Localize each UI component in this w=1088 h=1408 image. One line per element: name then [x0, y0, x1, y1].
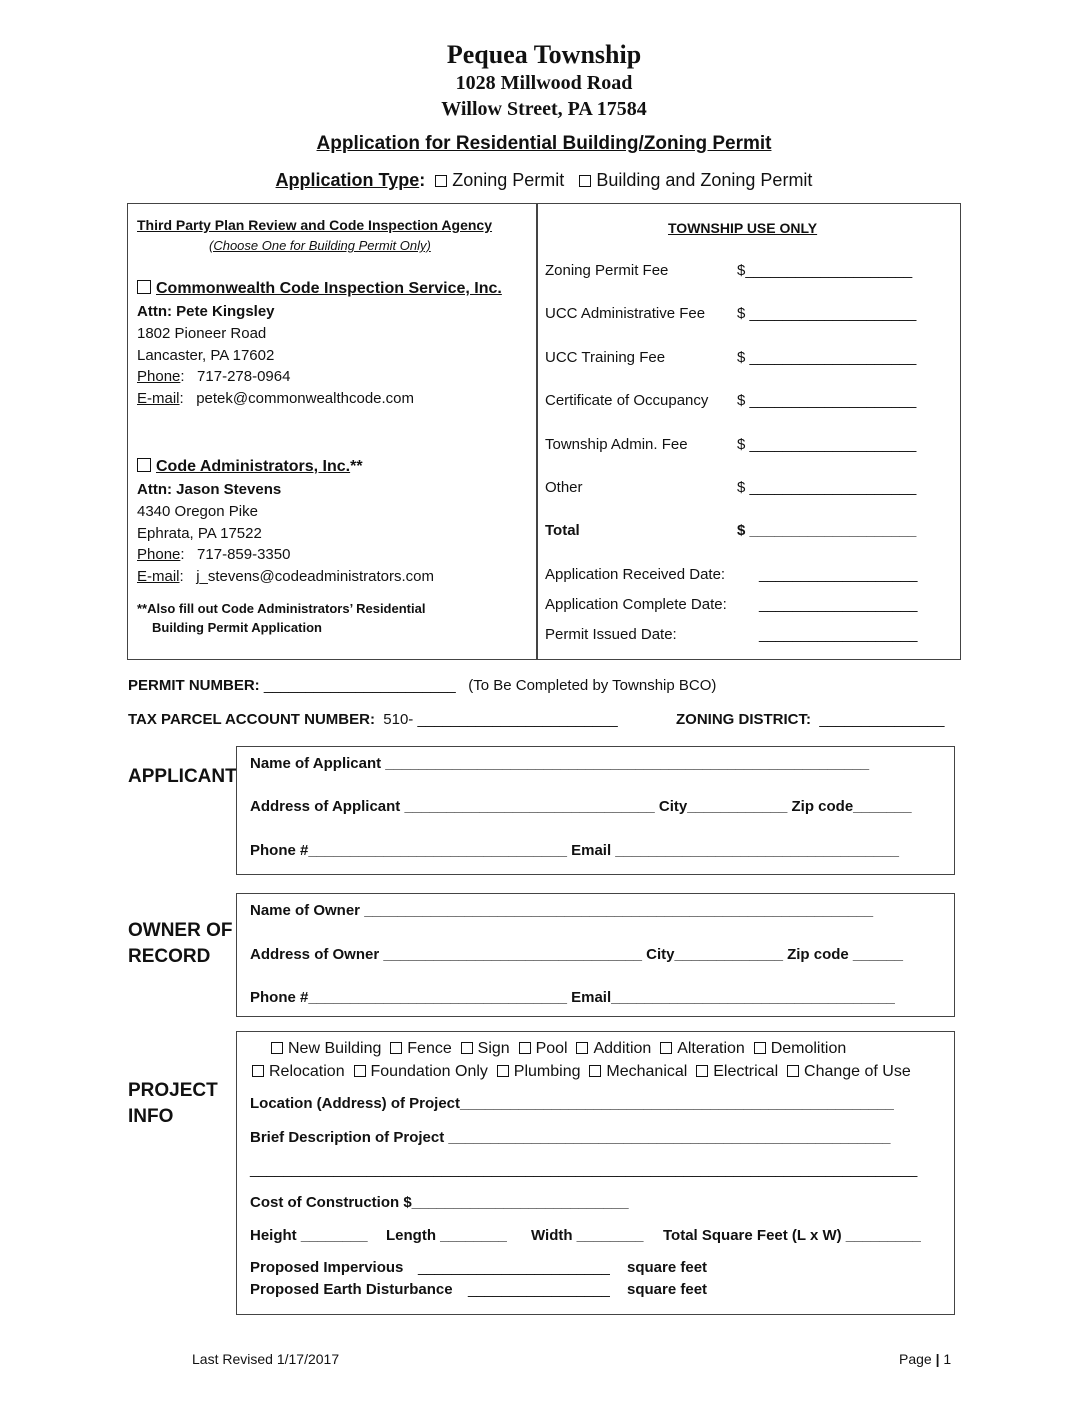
agency-2-email-row: E-mail: j_stevens@codeadministrators.com: [137, 568, 435, 585]
fee-label-zoning: Zoning Permit Fee: [545, 262, 669, 279]
application-type-label: Application Type: [275, 170, 420, 190]
date-value-complete[interactable]: ___________________: [759, 596, 918, 613]
agency-1-email-label: E-mail: [137, 390, 180, 407]
width-field[interactable]: Width ________: [531, 1227, 644, 1244]
change-of-use-label: Change of Use: [804, 1063, 911, 1080]
applicant-section-label: APPLICANT: [128, 766, 237, 787]
agency-1-city: Lancaster, PA 17602: [137, 347, 275, 364]
foundation-only-checkbox[interactable]: [354, 1065, 366, 1077]
permit-number-row: [128, 677, 716, 694]
township-name: Pequea Township: [446, 40, 642, 69]
agency-1-phone: 717-278-0964: [197, 368, 291, 385]
agency-2-attn: Attn: Jason Stevens: [137, 481, 282, 498]
demolition-checkbox[interactable]: [754, 1042, 766, 1054]
height-field[interactable]: Height ________: [250, 1227, 368, 1244]
earth-disturbance-field[interactable]: _________________: [468, 1281, 610, 1298]
agency-1-street: 1802 Pioneer Road: [137, 325, 267, 342]
fence-checkbox[interactable]: [390, 1042, 402, 1054]
earth-disturbance-unit: square feet: [627, 1281, 708, 1298]
sign-label: Sign: [477, 1040, 510, 1057]
owner-section-label-line2: RECORD: [128, 946, 211, 967]
alteration-checkbox[interactable]: [660, 1042, 672, 1054]
impervious-field[interactable]: _______________________: [418, 1259, 610, 1276]
owner-name-field[interactable]: Name of Owner _____________________________________________________________: [250, 902, 874, 919]
alteration-label: Alteration: [677, 1040, 745, 1057]
project-section-label-line1: PROJECT: [128, 1080, 218, 1101]
date-label-issued: Permit Issued Date:: [545, 626, 677, 643]
cost-of-construction-field[interactable]: Cost of Construction $__________________________: [250, 1194, 629, 1211]
fee-label-ucc-training: UCC Training Fee: [545, 349, 666, 366]
tax-parcel-row: [128, 711, 618, 728]
page-label: Page: [899, 1351, 932, 1367]
agency-heading: Third Party Plan Review and Code Inspection Agency: [137, 217, 493, 233]
agency-note-line2: Building Permit Application: [152, 620, 322, 635]
agency-2-suffix: **: [350, 458, 363, 475]
total-square-feet-field[interactable]: Total Square Feet (L x W) _________: [663, 1227, 921, 1244]
agency-1-name: Commonwealth Code Inspection Service, Inc.: [156, 280, 502, 297]
application-type-row: [0, 170, 1088, 191]
project-types-row2: [252, 1063, 911, 1081]
mechanical-checkbox[interactable]: [589, 1065, 601, 1077]
agency-1-phone-row: Phone: 717-278-0964: [137, 368, 291, 385]
agency-2-checkbox[interactable]: [137, 458, 151, 472]
tax-parcel-field[interactable]: 510- ________________________: [383, 711, 618, 728]
form-title: Application for Residential Building/Zoning Permit: [316, 133, 772, 154]
date-label-complete: Application Complete Date:: [545, 596, 727, 613]
agency-1-option[interactable]: [137, 280, 502, 298]
fee-value-ucc-admin[interactable]: $ ____________________: [737, 305, 917, 322]
agency-2-phone: 717-859-3350: [197, 546, 291, 563]
zoning-district-field[interactable]: _______________: [819, 711, 945, 728]
agency-2-name: Code Administrators, Inc.: [156, 458, 351, 475]
agency-1-checkbox[interactable]: [137, 280, 151, 294]
project-description-field[interactable]: Brief Description of Project _____________________________________________________: [250, 1129, 891, 1146]
column-divider: [536, 203, 538, 660]
owner-section-label-line1: OWNER OF: [128, 920, 233, 941]
page-number: 1: [943, 1351, 952, 1367]
owner-phone-email-field[interactable]: Phone #_______________________________ Email__________________________________: [250, 989, 895, 1006]
fee-value-other[interactable]: $ ____________________: [737, 479, 917, 496]
permit-number-label: PERMIT NUMBER:: [128, 677, 264, 694]
agency-1-attn: Attn: Pete Kingsley: [137, 303, 275, 320]
foundation-only-label: Foundation Only: [370, 1063, 488, 1080]
agency-2-city: Ephrata, PA 17522: [137, 525, 262, 542]
fee-value-certificate[interactable]: $ ____________________: [737, 392, 917, 409]
fee-value-ucc-training[interactable]: $ ____________________: [737, 349, 917, 366]
fee-label-total: Total: [545, 522, 580, 539]
tax-parcel-label: TAX PARCEL ACCOUNT NUMBER:: [128, 711, 375, 728]
applicant-address-field[interactable]: Address of Applicant ______________________________ City____________ Zip code_______: [250, 798, 912, 815]
plumbing-checkbox[interactable]: [497, 1065, 509, 1077]
agency-1-email: petek@commonwealthcode.com: [196, 390, 415, 407]
fee-value-township-admin[interactable]: $ ____________________: [737, 436, 917, 453]
plumbing-label: Plumbing: [513, 1063, 581, 1080]
building-zoning-option-label: Building and Zoning Permit: [596, 170, 813, 190]
township-address-line2: Willow Street, PA 17584: [441, 98, 647, 120]
project-section-label-line2: INFO: [128, 1106, 174, 1127]
permit-number-note: (To Be Completed by Township BCO): [468, 677, 717, 694]
new-building-checkbox[interactable]: [271, 1042, 283, 1054]
pool-label: Pool: [535, 1040, 568, 1057]
agency-1-email-row: E-mail: petek@commonwealthcode.com: [137, 390, 415, 407]
zoning-district-row: [676, 711, 944, 728]
date-value-received[interactable]: ___________________: [759, 566, 918, 583]
relocation-label: Relocation: [269, 1063, 345, 1080]
page-indicator: [899, 1351, 951, 1367]
fee-label-other: Other: [545, 479, 583, 496]
zoning-permit-option-label: Zoning Permit: [452, 170, 565, 190]
application-type-colon: :: [419, 170, 426, 190]
zoning-permit-checkbox[interactable]: [435, 175, 447, 187]
permit-number-field[interactable]: _______________________: [263, 677, 456, 694]
addition-label: Addition: [593, 1040, 652, 1057]
page-separator: |: [935, 1351, 940, 1367]
agency-note-line1: **Also fill out Code Administrators’ Residential: [137, 601, 426, 616]
applicant-phone-email-field[interactable]: Phone #_______________________________ Email __________________________________: [250, 842, 899, 859]
fee-value-zoning[interactable]: $____________________: [737, 262, 913, 279]
pool-checkbox[interactable]: [519, 1042, 531, 1054]
project-description-continuation[interactable]: ________________________________________________________________________________: [250, 1161, 918, 1178]
change-of-use-checkbox[interactable]: [787, 1065, 799, 1077]
agency-2-email: j_stevens@codeadministrators.com: [196, 568, 435, 585]
fee-label-township-admin: Township Admin. Fee: [545, 436, 688, 453]
owner-address-field[interactable]: Address of Owner _______________________________ City_____________ Zip code ______: [250, 946, 903, 963]
agency-2-phone-label: Phone: [137, 546, 181, 563]
project-types-row1: [271, 1040, 846, 1058]
fee-label-ucc-admin: UCC Administrative Fee: [545, 305, 706, 322]
agency-2-email-label: E-mail: [137, 568, 180, 585]
impervious-label: Proposed Impervious: [250, 1259, 404, 1276]
agency-2-option[interactable]: [137, 458, 363, 476]
date-value-issued[interactable]: ___________________: [759, 626, 918, 643]
addition-checkbox[interactable]: [576, 1042, 588, 1054]
new-building-label: New Building: [288, 1040, 382, 1057]
agency-1-phone-label: Phone: [137, 368, 181, 385]
building-zoning-permit-checkbox[interactable]: [579, 175, 591, 187]
last-revised: Last Revised 1/17/2017: [192, 1351, 340, 1367]
sign-checkbox[interactable]: [461, 1042, 473, 1054]
fee-value-total[interactable]: $ ____________________: [737, 522, 917, 539]
relocation-checkbox[interactable]: [252, 1065, 264, 1077]
demolition-label: Demolition: [770, 1040, 847, 1057]
mechanical-label: Mechanical: [606, 1063, 688, 1080]
agency-subheading: (Choose One for Building Permit Only): [209, 238, 431, 253]
length-field[interactable]: Length ________: [386, 1227, 507, 1244]
electrical-checkbox[interactable]: [696, 1065, 708, 1077]
agency-2-street: 4340 Oregon Pike: [137, 503, 258, 520]
township-address-line1: 1028 Millwood Road: [455, 72, 633, 94]
zoning-district-label: ZONING DISTRICT:: [676, 711, 811, 728]
date-label-received: Application Received Date:: [545, 566, 726, 583]
fee-label-certificate: Certificate of Occupancy: [545, 392, 709, 409]
impervious-unit: square feet: [627, 1259, 708, 1276]
electrical-label: Electrical: [713, 1063, 779, 1080]
applicant-name-field[interactable]: Name of Applicant __________________________________________________________: [250, 755, 870, 772]
fence-label: Fence: [407, 1040, 452, 1057]
project-location-field[interactable]: Location (Address) of Project____________________________________________________: [250, 1095, 894, 1112]
earth-disturbance-label: Proposed Earth Disturbance: [250, 1281, 453, 1298]
agency-2-phone-row: Phone: 717-859-3350: [137, 546, 291, 563]
township-use-heading: TOWNSHIP USE ONLY: [668, 220, 818, 236]
